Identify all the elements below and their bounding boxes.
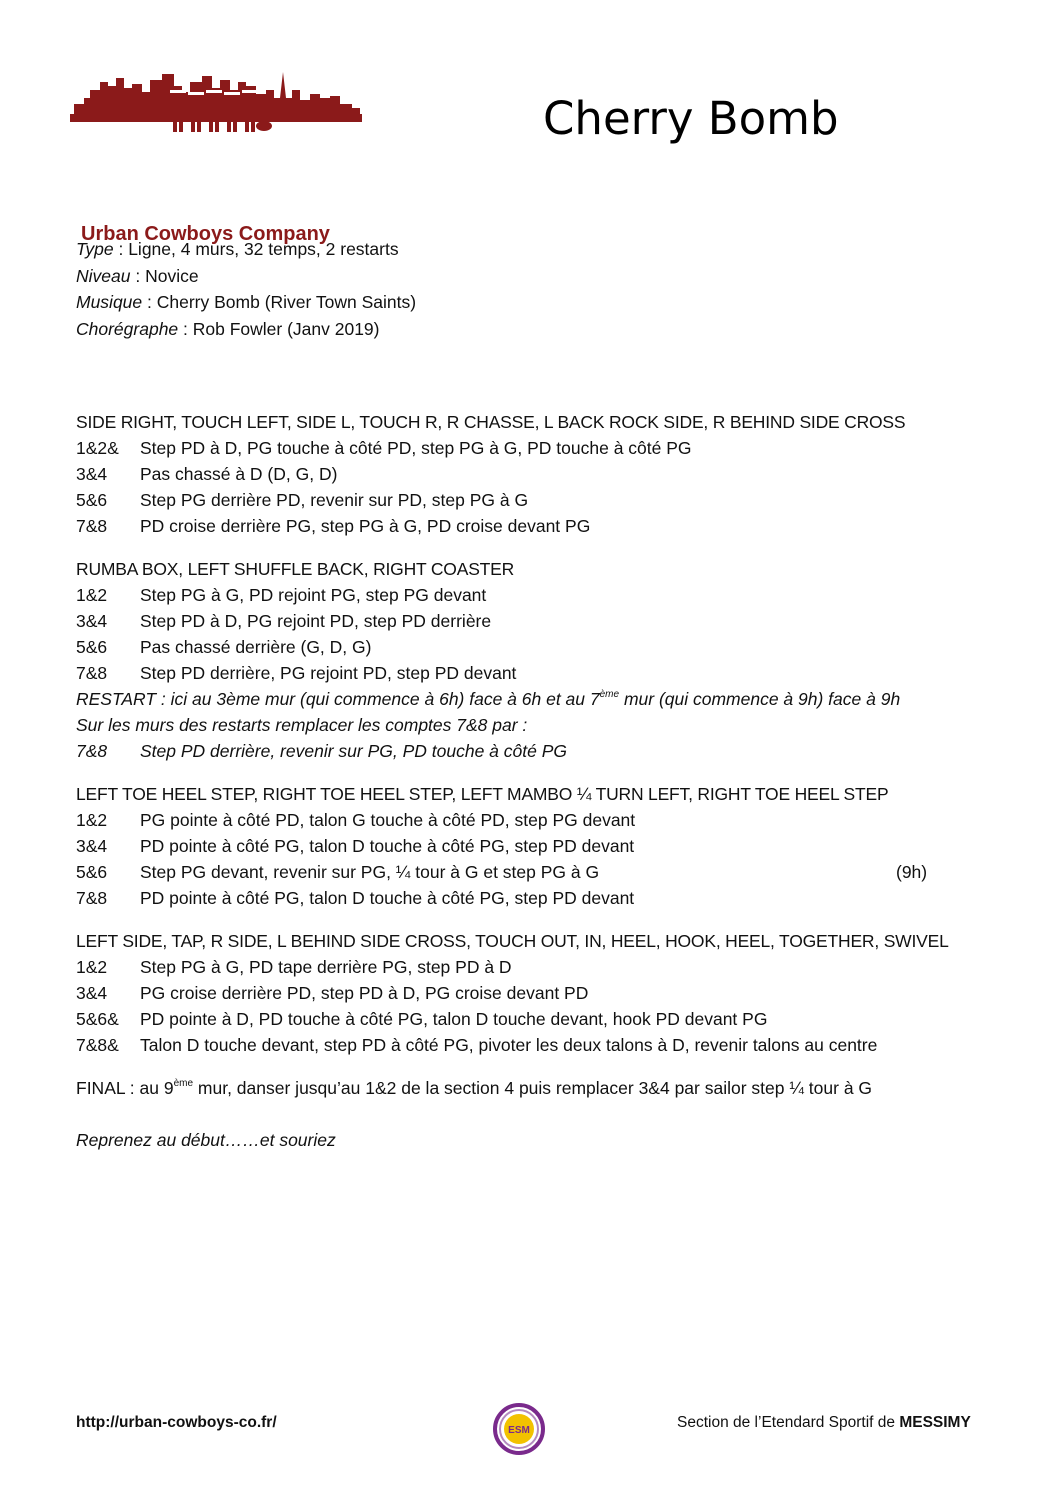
final-text: FINAL : au 9: [76, 1078, 174, 1098]
step-count: 3&4: [76, 836, 108, 856]
credit-text: Section de l’Etendard Sportif de: [677, 1414, 900, 1431]
restart-instruction: Sur les murs des restarts remplacer les comptes 7&8 par :: [76, 715, 528, 735]
step-row: [76, 807, 976, 833]
step-row: [76, 435, 976, 461]
step-count: 5&6: [76, 637, 108, 657]
music-label: Musique: [76, 292, 143, 312]
step-count: 3&4: [76, 464, 108, 484]
step-row: [76, 608, 976, 634]
step-text: Step PG à G, PD rejoint PG, step PG devant: [140, 585, 487, 605]
footer-section-credit: [677, 1414, 971, 1432]
step-count: 5&6: [76, 490, 108, 510]
outro-note: Reprenez au début……et souriez: [76, 1130, 336, 1150]
step-text: PG pointe à côté PD, talon G touche à côté PD, step PG devant: [140, 810, 636, 830]
step-count: 1&2&: [76, 438, 119, 458]
final-note: [76, 1075, 976, 1101]
step-row: [76, 582, 976, 608]
step-text: Step PD derrière, revenir sur PG, PD touche à côté PG: [140, 741, 567, 761]
step-count: 7&8: [76, 741, 108, 761]
step-count: 7&8: [76, 663, 108, 683]
choreographer-line: [76, 316, 416, 343]
type-line: [76, 236, 416, 263]
section-4: [76, 928, 976, 1058]
step-count: 3&4: [76, 983, 108, 1003]
step-count: 7&8: [76, 888, 108, 908]
music-line: [76, 289, 416, 316]
page-title: Cherry Bomb: [543, 92, 839, 145]
dance-info: [76, 236, 416, 342]
step-count: 5&6&: [76, 1009, 119, 1029]
step-row: [76, 980, 976, 1006]
choreographer-label: Chorégraphe: [76, 318, 179, 339]
step-count: 3&4: [76, 611, 108, 631]
level-value: : Novice: [130, 265, 199, 286]
step-text: Step PD à D, PG rejoint PD, step PD derrière: [140, 611, 492, 631]
facing-wall: (9h): [896, 862, 928, 882]
step-text: Step PG devant, revenir sur PG, ¼ tour à G et step PG à G: [140, 862, 600, 882]
step-text: Talon D touche devant, step PD à côté PG, pivoter les deux talons à D, revenir talons au centre: [140, 1035, 878, 1055]
level-line: [76, 263, 416, 290]
step-count: 7&8: [76, 516, 108, 536]
step-text: Step PG derrière PD, revenir sur PD, step PG à G: [140, 490, 529, 510]
section-title: LEFT SIDE, TAP, R SIDE, L BEHIND SIDE CROSS, TOUCH OUT, IN, HEEL, HOOK, HEEL, TOGETHER, SWIVEL: [76, 931, 949, 951]
step-row: [76, 885, 976, 911]
step-text: PD pointe à côté PG, talon D touche à côté PG, step PD devant: [140, 888, 635, 908]
restart-text-end: mur (qui commence à 9h) face à 9h: [619, 689, 901, 709]
step-row: [76, 513, 976, 539]
final-sup: ème: [173, 1078, 194, 1089]
step-text: Pas chassé derrière (G, D, G): [140, 637, 372, 657]
urban-cowboys-logo: [70, 68, 362, 245]
section-2: [76, 556, 976, 764]
credit-town: MESSIMY: [899, 1414, 971, 1431]
music-value: : Cherry Bomb (River Town Saints): [142, 292, 417, 312]
step-sheet: [76, 409, 976, 1153]
step-count: 1&2: [76, 585, 108, 605]
step-text: PD croise derrière PG, step PG à G, PD croise devant PG: [140, 516, 591, 536]
step-count: 1&2: [76, 810, 108, 830]
step-count: 5&6: [76, 862, 108, 882]
step-count: 1&2: [76, 957, 108, 977]
step-row: [76, 1006, 976, 1032]
step-text: PG croise derrière PD, step PD à D, PG croise devant PD: [140, 983, 589, 1003]
step-row: [76, 487, 976, 513]
step-row: [76, 660, 976, 686]
restart-step-row: [76, 738, 976, 764]
esm-badge-icon: [492, 1402, 546, 1456]
step-text: Step PD à D, PG touche à côté PD, step PG à G, PD touche à côté PG: [140, 438, 692, 458]
footer-website-link[interactable]: http://urban-cowboys-co.fr/: [76, 1414, 277, 1431]
step-row: [76, 859, 976, 885]
type-value: : Ligne, 4 murs, 32 temps, 2 restarts: [113, 239, 399, 259]
step-text: Step PG à G, PD tape derrière PG, step PD à D: [140, 957, 512, 977]
restart-note: [76, 686, 976, 712]
level-label: Niveau: [76, 265, 131, 286]
badge-label: ESM: [508, 1425, 530, 1436]
section-title: SIDE RIGHT, TOUCH LEFT, SIDE L, TOUCH R, R CHASSE, L BACK ROCK SIDE, R BEHIND SIDE CROSS: [76, 412, 906, 432]
step-row: [76, 954, 976, 980]
city-skyline-logo-icon: [70, 68, 362, 154]
step-row: [76, 1032, 976, 1058]
section-title: RUMBA BOX, LEFT SHUFFLE BACK, RIGHT COASTER: [76, 559, 515, 579]
section-3: [76, 781, 976, 911]
final-text-end: mur, danser jusqu’au 1&2 de la section 4 puis remplacer 3&4 par sailor step ¼ tour à G: [193, 1078, 873, 1098]
step-row: [76, 634, 976, 660]
section-1: [76, 409, 976, 539]
restart-sup: ème: [599, 689, 620, 700]
step-text: Step PD derrière, PG rejoint PD, step PD devant: [140, 663, 517, 683]
step-row: [76, 461, 976, 487]
restart-text: RESTART : ici au 3ème mur (qui commence à 6h) face à 6h et au 7: [76, 689, 600, 709]
step-text: PD pointe à D, PD touche à côté PG, talon D touche devant, hook PD devant PG: [140, 1009, 768, 1029]
logo-text: Urban Cowboys Company: [81, 223, 330, 245]
step-text: PD pointe à côté PG, talon D touche à côté PG, step PD devant: [140, 836, 635, 856]
step-count: 7&8&: [76, 1035, 119, 1055]
type-label: Type: [76, 239, 114, 259]
step-text: Pas chassé à D (D, G, D): [140, 464, 338, 484]
step-row: [76, 833, 976, 859]
section-title: LEFT TOE HEEL STEP, RIGHT TOE HEEL STEP, LEFT MAMBO ¼ TURN LEFT, RIGHT TOE HEEL STEP: [76, 784, 889, 804]
choreographer-value: : Rob Fowler (Janv 2019): [178, 318, 380, 339]
